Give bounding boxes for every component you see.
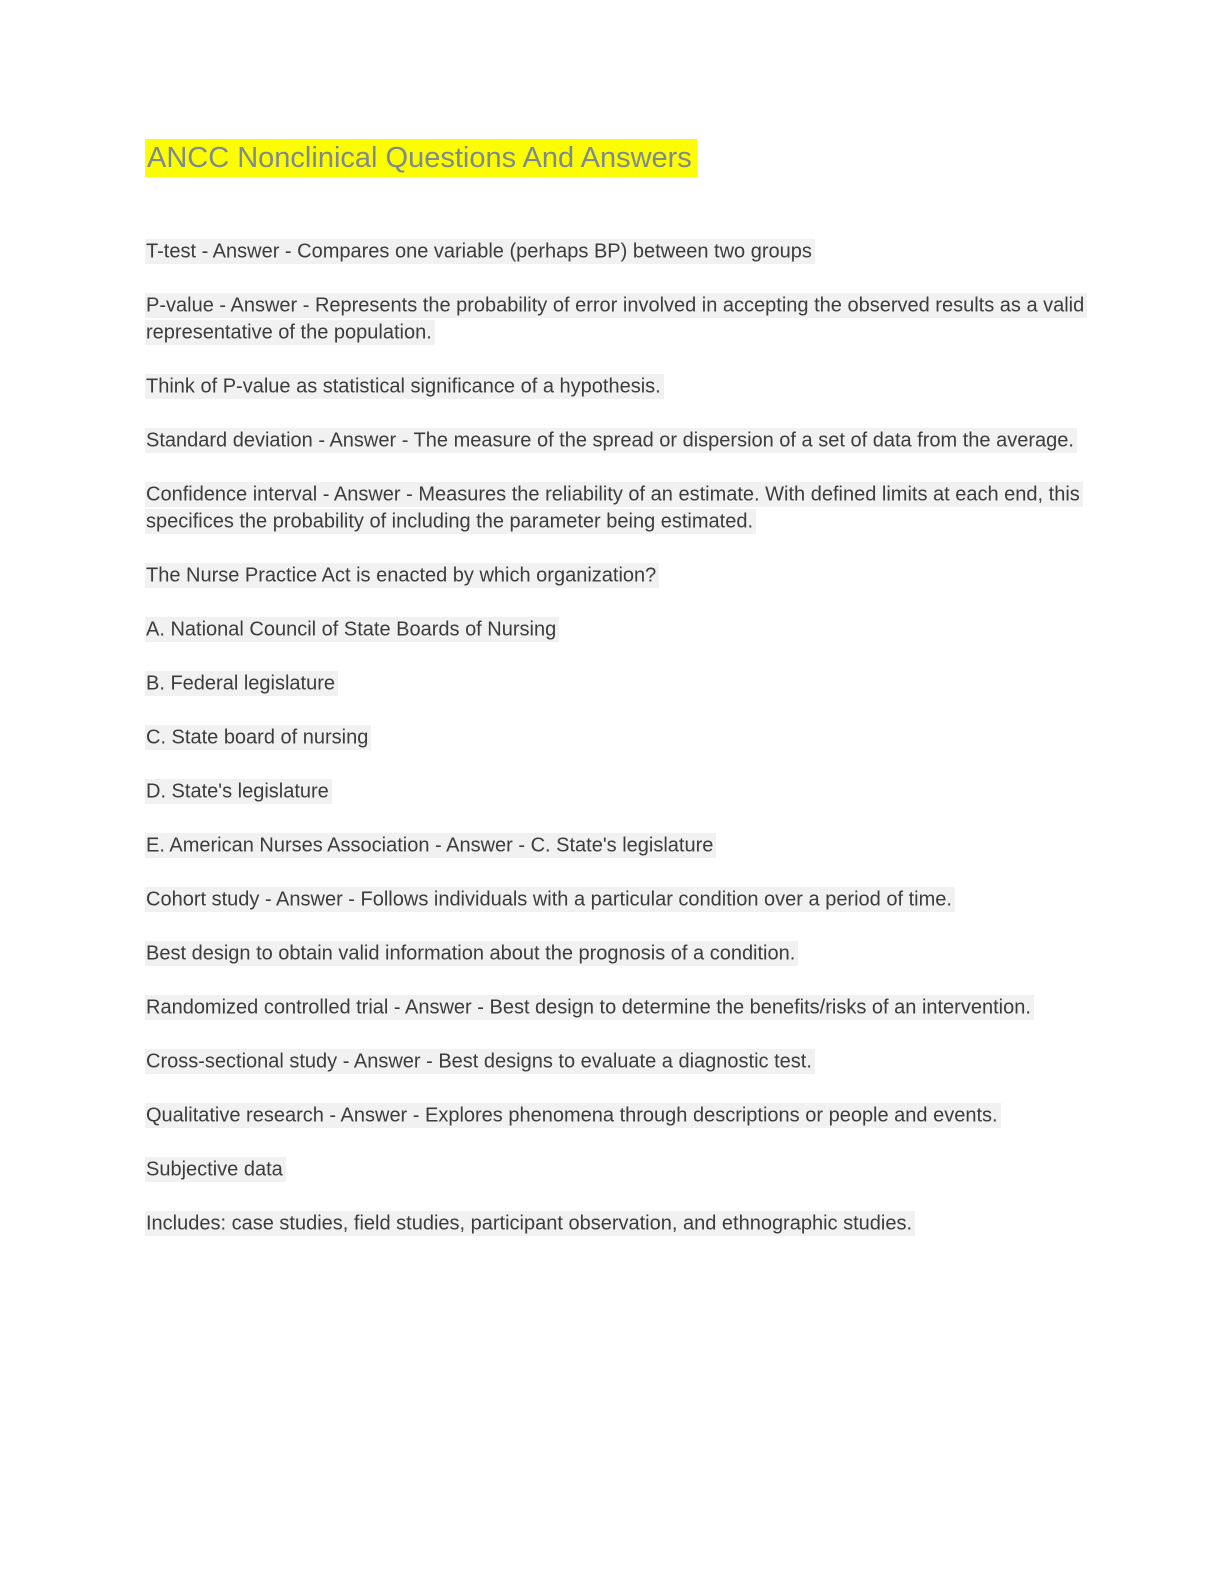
answer-option xyxy=(145,778,1090,805)
paragraph xyxy=(145,1156,1090,1183)
paragraph-text: Best design to obtain valid information about the prognosis of a condition. xyxy=(145,941,798,966)
paragraph-text: Qualitative research - Answer - Explores phenomena through descriptions or people and events. xyxy=(145,1103,1001,1128)
paragraph xyxy=(145,1210,1090,1237)
answer-option xyxy=(145,670,1090,697)
paragraph xyxy=(145,481,1090,535)
question-paragraph xyxy=(145,562,1090,589)
paragraph-text: Includes: case studies, field studies, participant observation, and ethnographic studies. xyxy=(145,1211,915,1236)
paragraph-text: T-test - Answer - Compares one variable (perhaps BP) between two groups xyxy=(145,239,815,264)
paragraph-text: Standard deviation - Answer - The measure of the spread or dispersion of a set of data from the average. xyxy=(145,428,1077,453)
paragraph-text: A. National Council of State Boards of Nursing xyxy=(145,617,559,642)
paragraph-text: D. State's legislature xyxy=(145,779,332,804)
answer-option xyxy=(145,724,1090,751)
document-content xyxy=(145,140,1090,1264)
paragraph xyxy=(145,238,1090,265)
document-title xyxy=(145,140,1090,176)
paragraph-text: Randomized controlled trial - Answer - Best design to determine the benefits/risks of an intervention. xyxy=(145,995,1034,1020)
paragraph-text: Subjective data xyxy=(145,1157,286,1182)
paragraph xyxy=(145,373,1090,400)
paragraph-text: B. Federal legislature xyxy=(145,671,338,696)
paragraph xyxy=(145,1048,1090,1075)
paragraph xyxy=(145,427,1090,454)
paragraph xyxy=(145,292,1090,346)
paragraph-text: Confidence interval - Answer - Measures the reliability of an estimate. With defined limits at each end, this specifices the probability of including the parameter being estimated. xyxy=(145,482,1083,534)
paragraph-text: P-value - Answer - Represents the probability of error involved in accepting the observed results as a valid representative of the population. xyxy=(145,293,1087,345)
paragraph-text: The Nurse Practice Act is enacted by which organization? xyxy=(145,563,659,588)
paragraph-text: C. State board of nursing xyxy=(145,725,371,750)
paragraph-text: Cross-sectional study - Answer - Best designs to evaluate a diagnostic test. xyxy=(145,1049,815,1074)
paragraph-text: E. American Nurses Association - Answer - C. State's legislature xyxy=(145,833,716,858)
paragraph xyxy=(145,886,1090,913)
paragraph xyxy=(145,940,1090,967)
paragraph-text: Cohort study - Answer - Follows individuals with a particular condition over a period of time. xyxy=(145,887,955,912)
paragraph-text: Think of P-value as statistical significance of a hypothesis. xyxy=(145,374,664,399)
answer-option xyxy=(145,832,1090,859)
paragraph xyxy=(145,994,1090,1021)
document-title-text: ANCC Nonclinical Questions And Answers xyxy=(145,139,697,177)
answer-option xyxy=(145,616,1090,643)
paragraph xyxy=(145,1102,1090,1129)
